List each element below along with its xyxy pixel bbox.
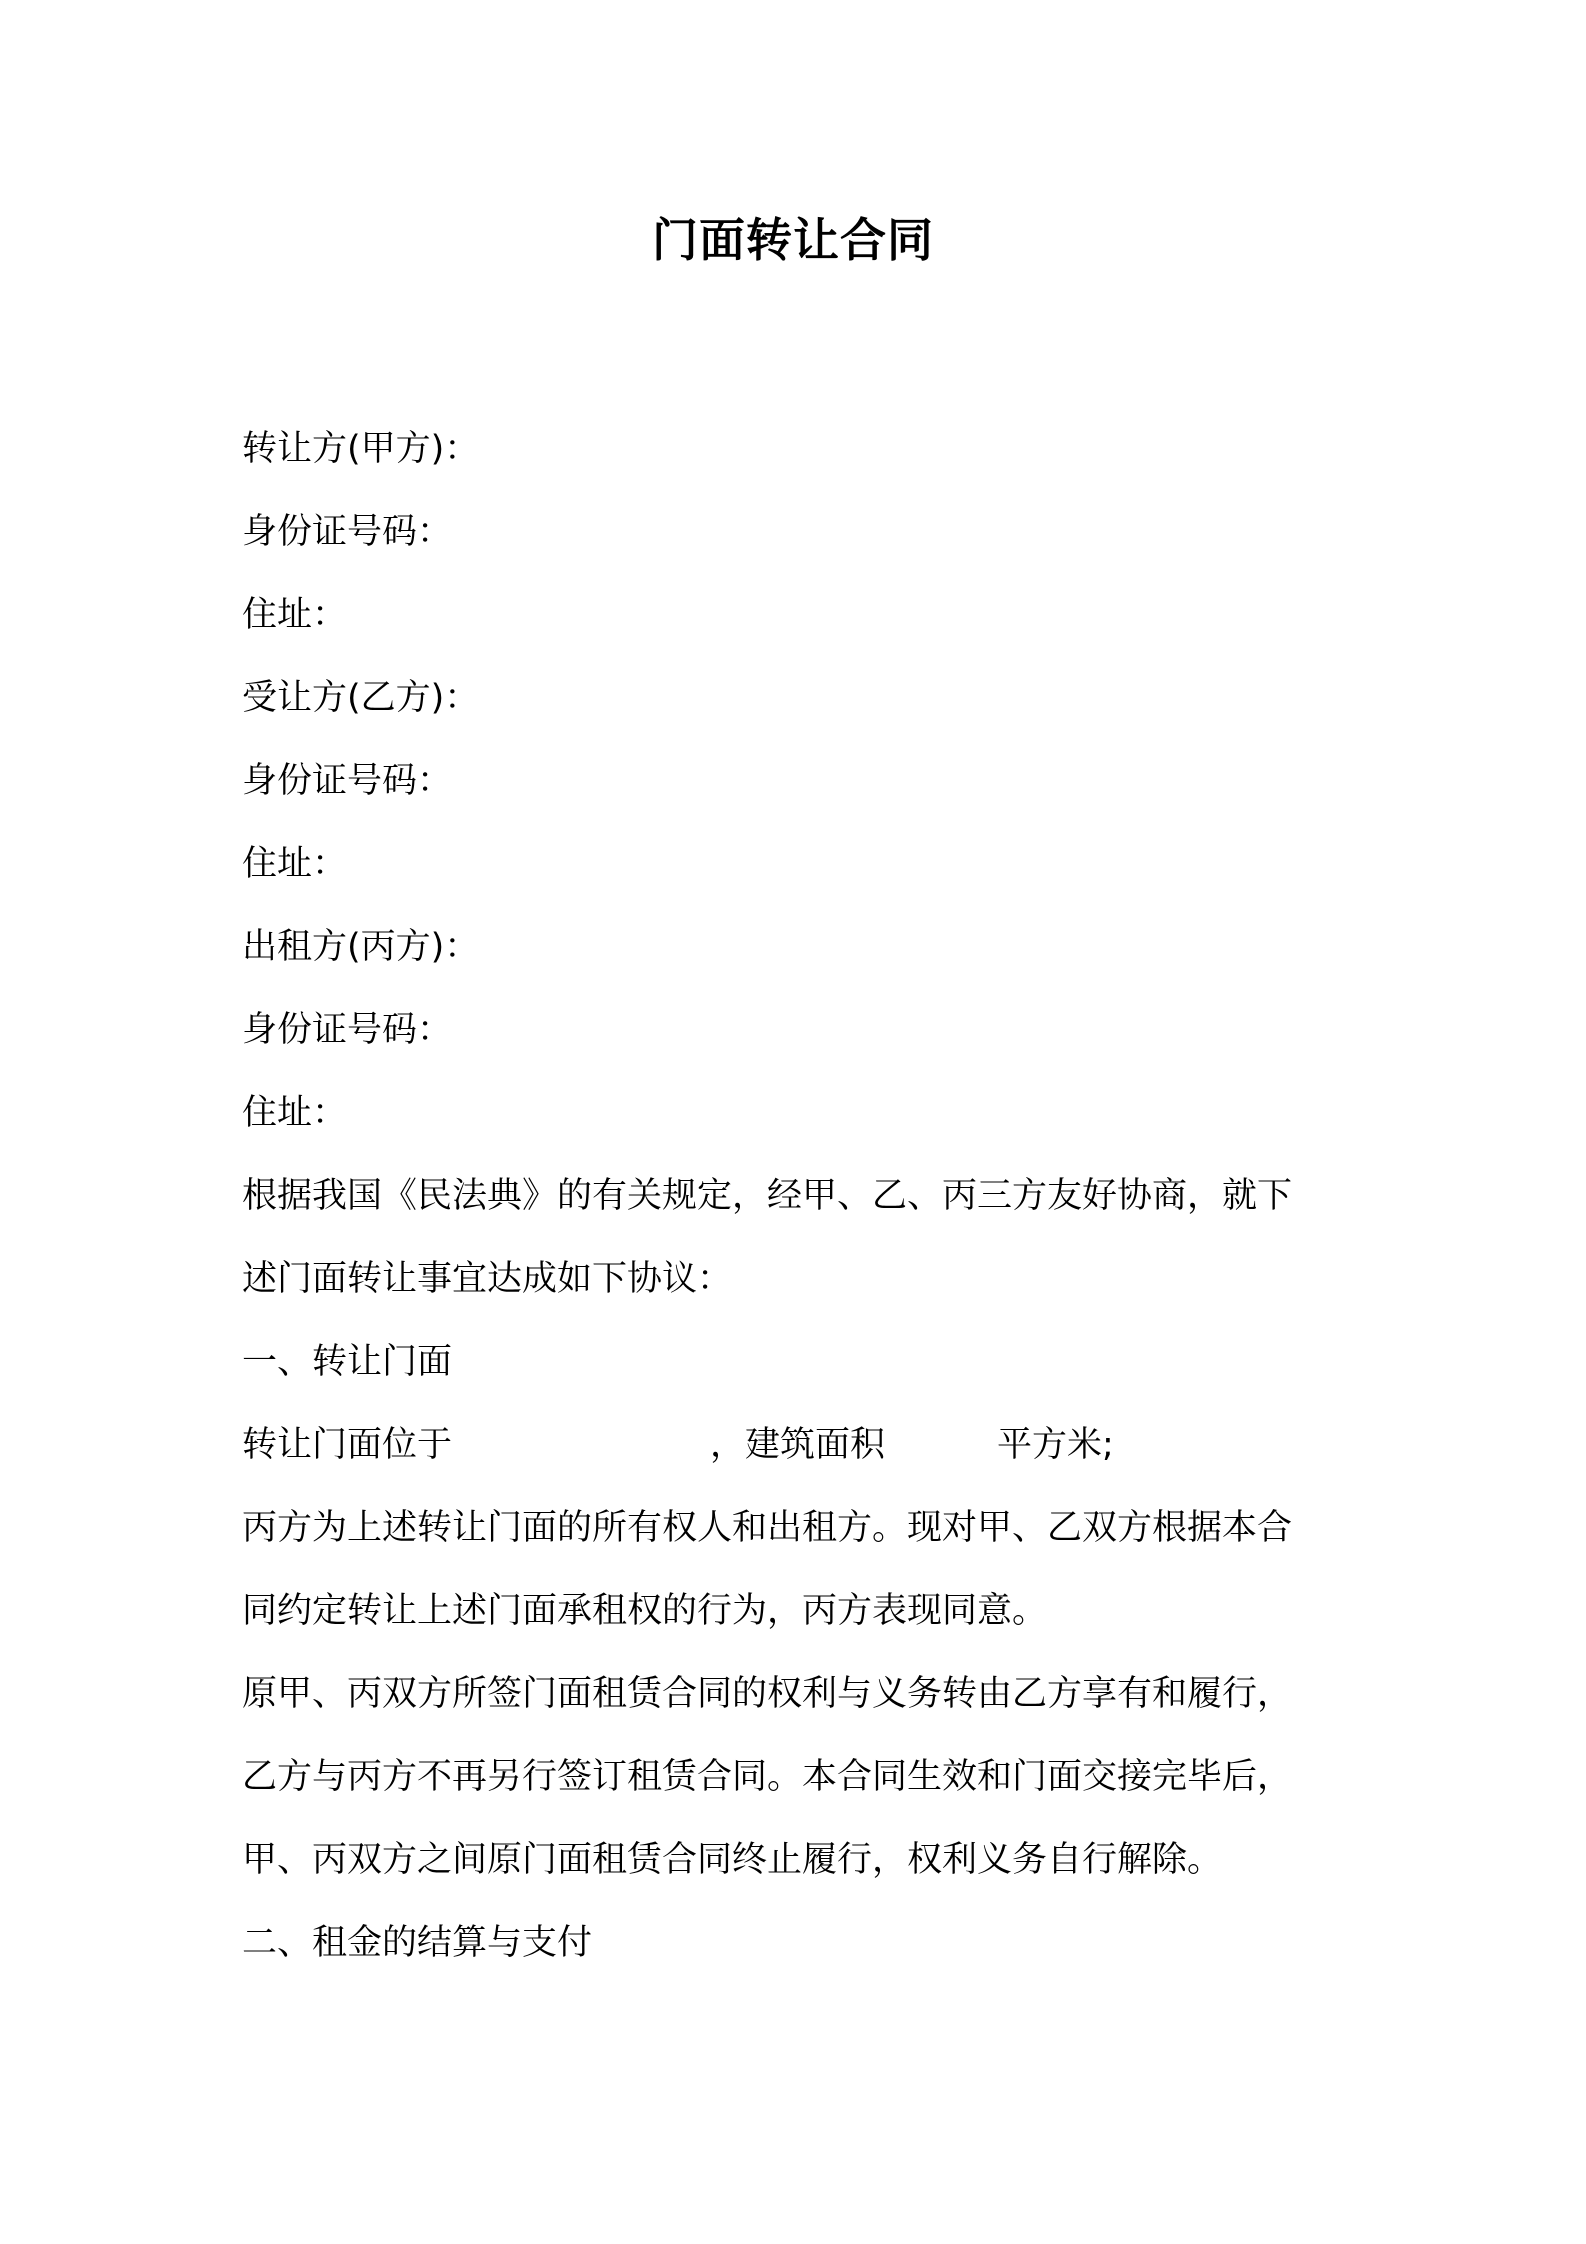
location-blank bbox=[452, 1455, 710, 1456]
transferee-id-line: 身份证号码： bbox=[242, 761, 453, 801]
section-2-heading: 二、租金的结算与支付 bbox=[242, 1923, 593, 1963]
clause-line-2: 同约定转让上述门面承租权的行为，丙方表现同意。 bbox=[242, 1591, 1048, 1631]
clause-line-4: 乙方与丙方不再另行签订租赁合同。本合同生效和门面交接完毕后， bbox=[242, 1757, 1293, 1797]
section-1-heading: 一、转让门面 bbox=[242, 1342, 453, 1382]
location-middle: ，建筑面积 bbox=[710, 1425, 886, 1465]
location-line bbox=[242, 1404, 1362, 1487]
document-title: 门面转让合同 bbox=[652, 213, 934, 267]
location-prefix: 转让门面位于 bbox=[242, 1425, 453, 1465]
clause-line-3: 原甲、丙双方所签门面租赁合同的权利与义务转由乙方享有和履行， bbox=[242, 1674, 1293, 1714]
transferor-id-line: 身份证号码： bbox=[242, 512, 453, 552]
lessor-id-line: 身份证号码： bbox=[242, 1010, 453, 1050]
lessor-address-line: 住址： bbox=[242, 1093, 348, 1133]
transferee-address-line: 住址： bbox=[242, 844, 348, 884]
preamble-line-1: 根据我国《民法典》的有关规定，经甲、乙、丙三方友好协商，就下 bbox=[242, 1176, 1293, 1216]
preamble-line-2: 述门面转让事宜达成如下协议： bbox=[242, 1259, 733, 1299]
transferor-line: 转让方(甲方)： bbox=[242, 429, 480, 469]
location-suffix: 平方米; bbox=[997, 1425, 1114, 1465]
clause-line-1: 丙方为上述转让门面的所有权人和出租方。现对甲、乙双方根据本合 bbox=[242, 1508, 1293, 1548]
document-body bbox=[242, 408, 1362, 1985]
transferee-line: 受让方(乙方)： bbox=[242, 678, 480, 718]
transferor-address-line: 住址： bbox=[242, 595, 348, 635]
area-blank bbox=[885, 1455, 997, 1456]
lessor-line: 出租方(丙方)： bbox=[242, 927, 480, 967]
clause-line-5: 甲、丙双方之间原门面租赁合同终止履行，权利义务自行解除。 bbox=[242, 1840, 1223, 1880]
